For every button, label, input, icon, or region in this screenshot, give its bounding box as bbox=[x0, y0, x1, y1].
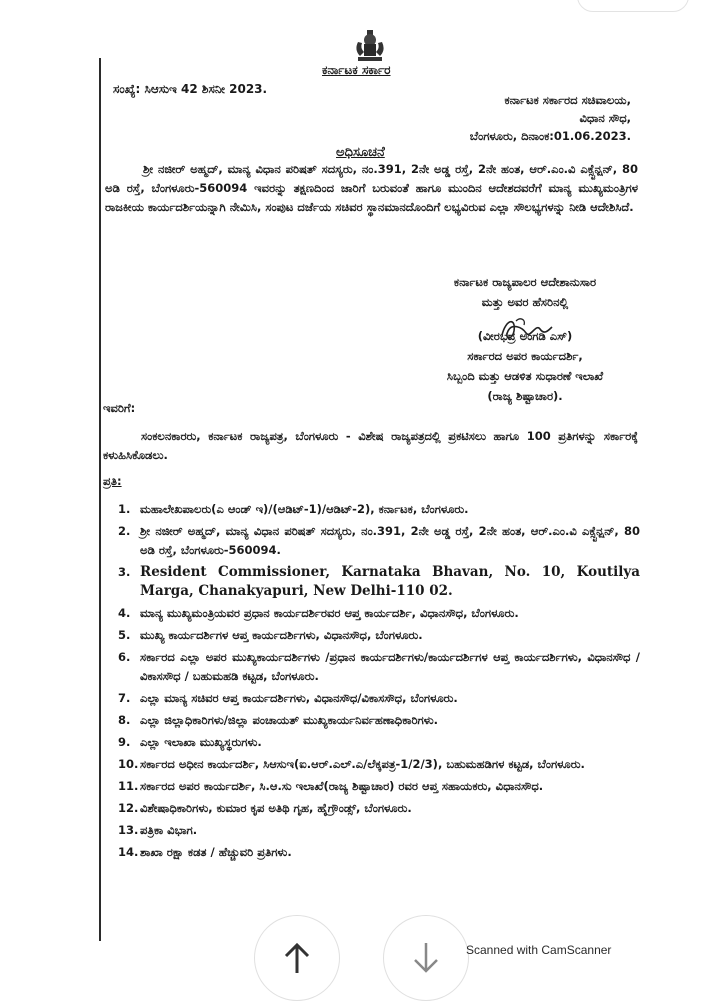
list-item: 3. Resident Commissioner, Karnataka Bhavan, No. 10, Koutilya Marga, Chanakyapuri, New Delhi-110 02. bbox=[118, 564, 640, 599]
recipients-label: ಇವರಿಗೆ: bbox=[103, 401, 136, 415]
signature-line: ಮತ್ತು ಅವರ ಹೆಸರಿನಲ್ಲಿ bbox=[481, 295, 569, 309]
list-item: 11. ಸರ್ಕಾರದ ಅಪರ ಕಾರ್ಯದರ್ಶಿ, ಸಿ.ಆ.ಸು ಇಲಾಖೆ(ರಾಜ್ಯ ಶಿಷ್ಟಾಚಾರ) ರವರ ಆಪ್ತ ಸಹಾಯಕರು, ವಿಧಾನಸೌಧ. bbox=[118, 779, 544, 793]
signatory-section: (ರಾಜ್ಯ ಶಿಷ್ಟಾಚಾರ). bbox=[487, 389, 563, 403]
recipients-body: ಸಂಕಲನಕಾರರು, ಕರ್ನಾಟಕ ರಾಜ್ಯಪತ್ರ, ಬೆಂಗಳೂರು - ವಿಶೇಷ ರಾಜ್ಯಪತ್ರದಲ್ಲಿ ಪ್ರಕಟಿಸಲು ಹಾಗೂ 100 ಪ್ರತಿಗಳನ್ನು ಸರ್ಕಾರಕ್ಕೆ ಕಳುಹಿಸಿಕೊಡಲು. bbox=[103, 429, 638, 462]
signatory-department: ಸಿಬ್ಬಂದಿ ಮತ್ತು ಆಡಳಿತ ಸುಧಾರಣೆ ಇಲಾಖೆ bbox=[446, 369, 604, 383]
list-item: 12. ವಿಶೇಷಾಧಿಕಾರಿಗಳು, ಕುಮಾರ ಕೃಪ ಅತಿಥಿ ಗೃಹ, ಹೈಗ್ರೌಂಡ್ಸ್, ಬೆಂಗಳೂರು. bbox=[118, 801, 412, 815]
list-item: 8. ಎಲ್ಲಾ ಜಿಲ್ಲಾಧಿಕಾರಿಗಳು/ಜಿಲ್ಲಾ ಪಂಚಾಯತ್ ಮುಖ್ಯಕಾರ್ಯನಿರ್ವಹಣಾಧಿಕಾರಿಗಳು. bbox=[118, 713, 439, 727]
top-corner-control bbox=[577, 0, 689, 12]
copies-label: ಪ್ರತಿ: bbox=[103, 474, 122, 488]
list-item: 4. ಮಾನ್ಯ ಮುಖ್ಯಮಂತ್ರಿಯವರ ಪ್ರಧಾನ ಕಾರ್ಯದರ್ಶಿರವರ ಆಪ್ತ ಕಾರ್ಯದರ್ಶಿ, ವಿಧಾನಸೌಧ, ಬೆಂಗಳೂರು. bbox=[118, 606, 519, 620]
arrow-down-icon bbox=[411, 941, 441, 975]
address-line: ಬೆಂಗಳೂರು, ದಿನಾಂಕ:01.06.2023. bbox=[469, 129, 631, 143]
address-line: ವಿಧಾನ ಸೌಧ, bbox=[579, 111, 631, 125]
order-number: ಸಂಖ್ಯೆ: ಸಿಆಸುಇ 42 ಶಿಸನೀ 2023. bbox=[113, 82, 268, 96]
list-item: 13. ಪತ್ರಿಕಾ ವಿಭಾಗ. bbox=[118, 823, 198, 837]
address-line: ಕರ್ನಾಟಕ ಸರ್ಕಾರದ ಸಚಿವಾಲಯ, bbox=[504, 93, 631, 107]
list-item: 1. ಮಹಾಲೇಖಪಾಲರು(ಎ ಆಂಡ್ ಇ)/(ಆಡಿಟ್-1)/ಆಡಿಟ್-2), ಕರ್ನಾಟಕ, ಬೆಂಗಳೂರು. bbox=[118, 502, 469, 516]
copies-list bbox=[118, 500, 640, 862]
government-title: ಕರ್ನಾಟಕ ಸರ್ಕಾರ bbox=[322, 63, 391, 77]
notification-body: ಶ್ರೀ ನಜೀರ್ ಅಹ್ಮದ್, ಮಾನ್ಯ ವಿಧಾನ ಪರಿಷತ್ ಸದಸ್ಯರು, ನಂ.391, 2ನೇ ಅಡ್ಡ ರಸ್ತೆ, 2ನೇ ಹಂತ, ಆರ್.ಎಂ.ವಿ ಎಕ್ಸ್ಟೆನ್ಷನ್, 80 ಅಡಿ ರಸ್ತೆ, ಬೆಂಗಳೂರು-560094 ಇವರನ್ನು ತಕ್ಷಣದಿಂದ ಜಾರಿಗೆ ಬರುವಂತೆ ಹಾಗೂ ಮುಂದಿನ ಆದೇಶದವರೆಗೆ ಮಾನ್ಯ ಮುಖ್ಯಮಂತ್ರಿಗಳ ರಾಜಕೀಯ ಕಾರ್ಯದರ್ಶಿಯನ್ನಾಗಿ ನೇಮಿಸಿ, ಸಂಪುಟ ದರ್ಜೆಯ ಸಚಿವರ ಸ್ಥಾನಮಾನದೊಂದಿಗೆ ಲಭ್ಯವಿರುವ ಎಲ್ಲಾ ಸೌಲಭ್ಯಗಳನ್ನು ನೀಡಿ ಆದೇಶಿಸಿದೆ. bbox=[105, 162, 638, 214]
state-emblem-icon bbox=[350, 28, 390, 64]
page-edge-line bbox=[99, 58, 101, 941]
list-item: 9. ಎಲ್ಲಾ ಇಲಾಖಾ ಮುಖ್ಯಸ್ಥರುಗಳು. bbox=[118, 735, 262, 749]
handwritten-signature bbox=[496, 313, 556, 345]
notification-heading: ಅಧಿಸೂಚನೆ bbox=[336, 145, 385, 160]
signatory-designation: ಸರ್ಕಾರದ ಅಪರ ಕಾರ್ಯದರ್ಶಿ, bbox=[467, 349, 583, 363]
list-item: 6. ಸರ್ಕಾರದ ಎಲ್ಲಾ ಅಪರ ಮುಖ್ಯಕಾರ್ಯದರ್ಶಿಗಳು /ಪ್ರಧಾನ ಕಾರ್ಯದರ್ಶಿಗಳು/ಕಾರ್ಯದರ್ಶಿಗಳ ಆಪ್ತ ಕಾರ್ಯದರ್ಶಿಗಳು, ವಿಧಾನಸೌಧ /ವಿಕಾಸಸೌಧ / ಬಹುಮಹಡಿ ಕಟ್ಟಡ, ಬೆಂಗಳೂರು. bbox=[118, 650, 640, 683]
list-item: 5. ಮುಖ್ಯ ಕಾರ್ಯದರ್ಶಿಗಳ ಆಪ್ತ ಕಾರ್ಯದರ್ಶಿಗಳು, ವಿಧಾನಸೌಧ, ಬೆಂಗಳೂರು. bbox=[118, 628, 423, 642]
signature-line: ಕರ್ನಾಟಕ ರಾಜ್ಯಪಾಲರ ಆದೇಶಾನುಸಾರ bbox=[453, 275, 597, 289]
list-item: 14. ಶಾಖಾ ರಕ್ಷಾ ಕಡತ / ಹೆಚ್ಚುವರಿ ಪ್ರತಿಗಳು. bbox=[118, 845, 292, 859]
list-item: 10. ಸರ್ಕಾರದ ಅಧೀನ ಕಾರ್ಯದರ್ಶಿ, ಸಿಆಸುಇ(ಐ.ಆರ್.ಎಲ್.ಎ/ಲೆಕ್ಕಪತ್ರ-1/2/3), ಬಹುಮಹಡಿಗಳ ಕಟ್ಟಡ, ಬೆಂಗಳೂರು. bbox=[118, 757, 585, 771]
scanner-watermark: Scanned with CamScanner bbox=[466, 943, 612, 957]
arrow-up-icon bbox=[282, 941, 312, 975]
scroll-up-button[interactable] bbox=[254, 915, 340, 1001]
scroll-down-button[interactable] bbox=[383, 915, 469, 1001]
list-item: 7. ಎಲ್ಲಾ ಮಾನ್ಯ ಸಚಿವರ ಆಪ್ತ ಕಾರ್ಯದರ್ಶಿಗಳು, ವಿಧಾನಸೌಧ/ವಿಕಾಸಸೌಧ, ಬೆಂಗಳೂರು. bbox=[118, 691, 458, 705]
office-address bbox=[470, 91, 631, 145]
signatory-name: (ವೀರಭದ್ರ ಅಂಗಡಿ ಎಸ್) bbox=[477, 329, 573, 343]
list-item: 2. ಶ್ರೀ ನಜೀರ್ ಅಹ್ಮದ್, ಮಾನ್ಯ ವಿಧಾನ ಪರಿಷತ್ ಸದಸ್ಯರು, ನಂ.391, 2ನೇ ಅಡ್ಡ ರಸ್ತೆ, 2ನೇ ಹಂತ, ಆರ್.ಎಂ.ವಿ ಎಕ್ಸ್ಟೆನ್ಷನ್, 80 ಅಡಿ ರಸ್ತೆ, ಬೆಂಗಳೂರು-560094. bbox=[118, 524, 640, 557]
